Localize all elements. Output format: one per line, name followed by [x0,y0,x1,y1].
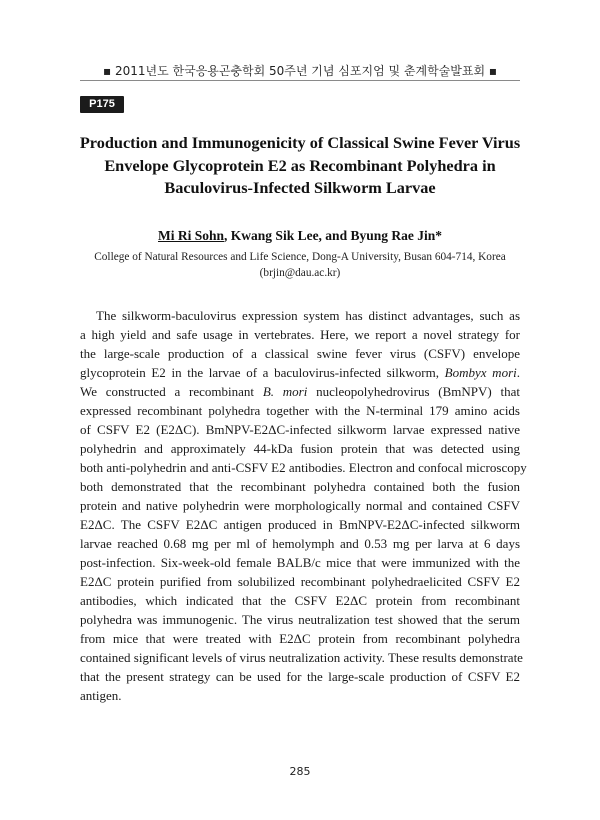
author-list [0,228,600,244]
title-line: Baculovirus-Infected Silkworm Larvae [164,178,436,197]
abstract-line: polyhedra was immunogenic. The virus neutralization test showed that the serum [80,612,520,627]
abstract-line: The silkworm-baculovirus expression system has distinct advantages, such as [96,308,520,323]
abstract-line: contained significant levels of virus neutralization activity. These results demonstrate [80,650,523,665]
abstract-body [80,306,527,705]
abstract-line: glycoprotein E2 in the larvae of a baculovirus-infected silkworm, Bombyx mori. [80,365,520,380]
page-number: 285 [289,765,311,778]
abstract-line: polyhedrin and approximately 44-kDa fusion protein that was detected using [80,441,520,456]
abstract-line: the large-scale production of a classical swine fever virus (CSFV) envelope [80,346,520,361]
abstract-line: protein and native polyhedrin were morphologically normal and contained CSFV [80,498,520,513]
abstract-line: that the present strategy can be used for the large-scale production of CSFV E2 [80,669,520,684]
abstract-line: We constructed a recombinant B. mori nucleopolyhedrovirus (BmNPV) that [80,384,521,399]
presenting-author: Mi Ri Sohn [158,228,225,243]
abstract-line: a high yield and safe usage in vertebrates. Here, we report a novel strategy for [80,327,520,342]
co-authors: , Kwang Sik Lee, and Byung Rae Jin* [224,228,442,243]
abstract-line: larvae reached 0.68 mg per ml of hemolymph and 0.53 mg per larva at 6 days [80,536,520,551]
affiliation-line: College of Natural Resources and Life Science, Dong-A University, Busan 604-714, Korea [94,251,506,263]
abstract-line: antigen. [80,688,122,703]
abstract-line: from mice that were treated with E2ΔC protein from recombinant polyhedra [80,631,520,646]
running-header: ▪ 2011년도 한국응용곤충학회 50주년 기념 심포지엄 및 춘계학술발표회 ▪ [103,64,497,78]
title-line: Envelope Glycoprotein E2 as Recombinant Polyhedra in [104,155,496,175]
abstract-line: E2ΔC protein purified from solubilized recombinant polyhedraelicited CSFV E2 [80,574,520,589]
title-line: Production and Immunogenicity of Classical Swine Fever Virus [79,133,521,152]
poster-number-badge: P175 [80,96,124,113]
header-divider [80,80,520,81]
abstract-line: E2ΔC. The CSFV E2ΔC antigen produced in BmNPV-E2ΔC-infected silkworm [80,517,520,532]
abstract-line: both anti-polyhedrin and anti-CSFV E2 antibodies. Electron and confocal microscopy [80,460,527,475]
contact-email: (brjin@dau.ac.kr) [259,267,341,279]
abstract-line: both demonstrated that the recombinant polyhedra contained both the fusion [80,479,520,494]
abstract-line: expressed recombinant polyhedra together with the N-terminal 179 amino acids [80,403,520,418]
paper-title [60,132,540,200]
abstract-line: post-infection. Six-week-old female BALB/c mice that were immunized with the [80,555,520,570]
abstract-line: of CSFV E2 (E2ΔC). BmNPV-E2ΔC-infected silkworm larvae expressed native [80,422,520,437]
abstract-line: antibodies, which indicated that the CSFV E2ΔC protein from recombinant [80,593,520,608]
affiliation [40,249,560,281]
